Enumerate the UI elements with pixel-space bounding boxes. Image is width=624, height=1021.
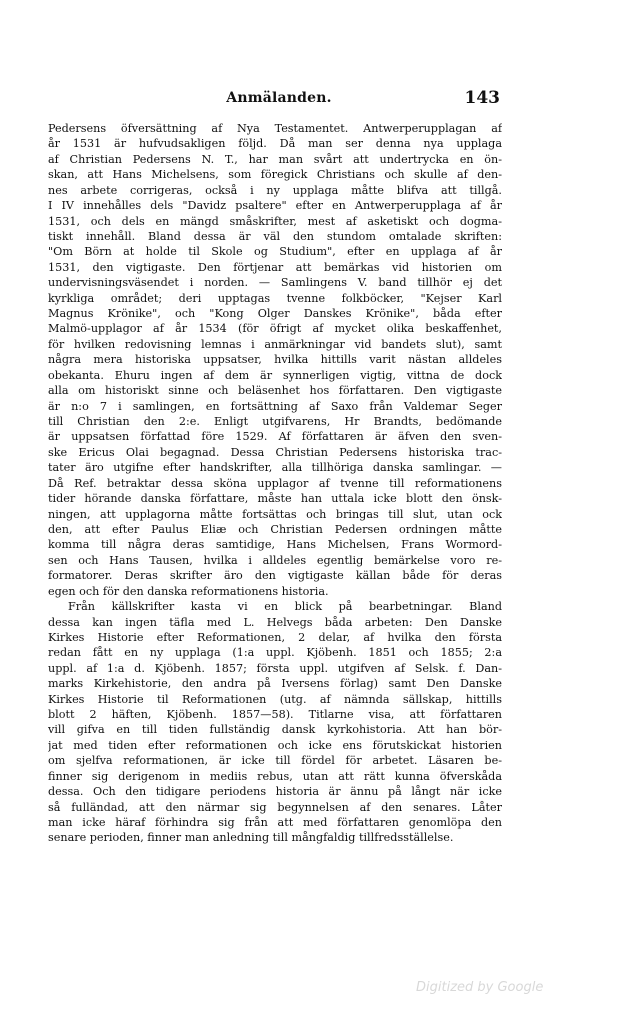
text-line: finner sig derigenom in mediis rebus, utan att rätt kunna öfverskåda: [48, 769, 502, 783]
text-line: år 1531 är hufvudsakligen följd. Då man ser denna nya upplaga: [48, 137, 502, 151]
text-line: till Christian den 2:e. Enligt utgifvarens, Hr Brandts, bedömande: [48, 415, 502, 429]
text-line: dessa kan ingen täfla med L. Helvegs båda arbeten: Den Danske: [48, 615, 502, 629]
text-line: ningen, att upplagorna måtte fortsättas och bringas till slut, utan ock: [48, 507, 502, 521]
text-line: 1531, den vigtigaste. Den förtjenar att bemärkas vid historien om: [48, 260, 502, 274]
text-line: nes arbete corrigeras, också i ny upplaga måtte blifva att tillgå.: [48, 183, 502, 197]
running-title: Anmälanden.: [226, 90, 332, 106]
text-line: är uppsatsen författad före 1529. Af författaren är äfven den sven-: [48, 430, 502, 444]
text-line: om sjelfva reformationen, är icke till fördel för arbetet. Läsaren be-: [48, 754, 502, 768]
text-line: "Om Börn at holde til Skole og Studium", efter en upplaga af år: [48, 245, 502, 259]
text-line: tider hörande danska författare, måste han uttala icke blott den önsk-: [48, 492, 502, 506]
text-line: senare perioden, finner man anledning till mångfaldig tillfredsställelse.: [48, 831, 454, 845]
text-line: dessa. Och den tidigare periodens historia är ännu på långt när icke: [48, 785, 502, 799]
text-line: Då Ref. betraktar dessa sköna upplagor af tvenne till reformationens: [48, 476, 502, 490]
text-line: I IV innehålles dels "Davidz psaltere" efter en Antwerperupplaga af år: [48, 199, 502, 213]
text-line: Pedersens öfversättning af Nya Testamentet. Antwerperupplagan af: [48, 122, 502, 135]
text-line: Från källskrifter kasta vi en blick på bearbetningar. Bland: [68, 600, 502, 614]
text-line: Kirkes Historie til Reformationen (utg. af nämnda sällskap, hittills: [48, 692, 502, 706]
text-line: den, att efter Paulus Eliæ och Christian Pedersen ordningen måtte: [48, 522, 502, 536]
text-line: af Christian Pedersens N. T., har man svårt att undertrycka en ön-: [48, 152, 502, 166]
text-line: blott 2 häften, Kjöbenh. 1857—58). Titlarne visa, att författaren: [48, 708, 502, 722]
text-line: jat med tiden efter reformationen och icke ens förutskickat historien: [48, 738, 502, 752]
text-line: tiskt innehåll. Bland dessa är väl den stundom omtalade skriften:: [48, 229, 502, 243]
text-line: komma till några deras samtidige, Hans Michelsen, Frans Wormord-: [48, 538, 502, 552]
text-line: kyrkliga området; deri upptagas tvenne folkböcker, "Kejser Karl: [48, 291, 502, 305]
text-line: är n:o 7 i samlingen, en fortsättning af Saxo från Valdemar Seger: [48, 399, 502, 413]
text-line: skan, att Hans Michelsens, som föregick Christians och skulle af den-: [48, 168, 502, 182]
text-line: för hvilken redovisning lemnas i anmärkningar vid bandets slut), samt: [48, 337, 502, 351]
text-line: sen och Hans Tausen, hvilka i alldeles egentlig bemärkelse voro re-: [48, 553, 502, 567]
page-header: [58, 90, 500, 112]
text-line: alla om historiskt sinne och beläsenhet hos författaren. Den vigtigaste: [48, 384, 502, 398]
text-line: uppl. af 1:a d. Kjöbenh. 1857; första uppl. utgifven af Selsk. f. Dan-: [48, 661, 502, 675]
text-line: egen och för den danska reformationens historia.: [48, 584, 329, 598]
text-line: vill gifva en till tiden fullständig dansk kyrkohistoria. Att han bör-: [48, 723, 502, 737]
text-line: så fulländad, att den närmar sig begynnelsen af den senares. Låter: [48, 800, 502, 814]
watermark: Digitized by Google: [416, 980, 544, 995]
text-line: några mera historiska uppsatser, hvilka hittills varit nästan alldeles: [48, 353, 502, 367]
text-line: formatorer. Deras skrifter äro den vigtigaste källan både för deras: [48, 569, 502, 583]
text-line: ske Ericus Olai begagnad. Dessa Christian Pedersens historiska trac-: [48, 445, 502, 459]
text-line: marks Kirkehistorie, den andra på Iversens förlag) samt Den Danske: [48, 677, 502, 691]
text-line: undervisningsväsendet i norden. — Samlingens V. band tillhör ej det: [48, 276, 502, 290]
text-line: man icke häraf förhindra sig från att med författaren genomlöpa den: [48, 815, 502, 829]
text-line: tater äro utgifne efter handskrifter, alla tillhöriga danska samlingar. —: [48, 461, 502, 475]
page-number: 143: [464, 88, 500, 108]
text-line: 1531, och dels en mängd småskrifter, mest af asketiskt och dogma-: [48, 214, 502, 228]
body-text: [48, 121, 502, 846]
text-line: Malmö-upplagor af år 1534 (för öfrigt af mycket olika beskaffenhet,: [48, 322, 502, 336]
text-line: obekanta. Ehuru ingen af dem är synnerligen vigtig, vittna de dock: [48, 368, 502, 382]
text-line: redan fått en ny upplaga (1:a uppl. Kjöbenh. 1851 och 1855; 2:a: [48, 646, 502, 660]
text-line: Magnus Krönike", och "Kong Olger Danskes Krönike", båda efter: [48, 307, 502, 321]
text-line: Kirkes Historie efter Reformationen, 2 delar, af hvilka den första: [48, 630, 502, 644]
